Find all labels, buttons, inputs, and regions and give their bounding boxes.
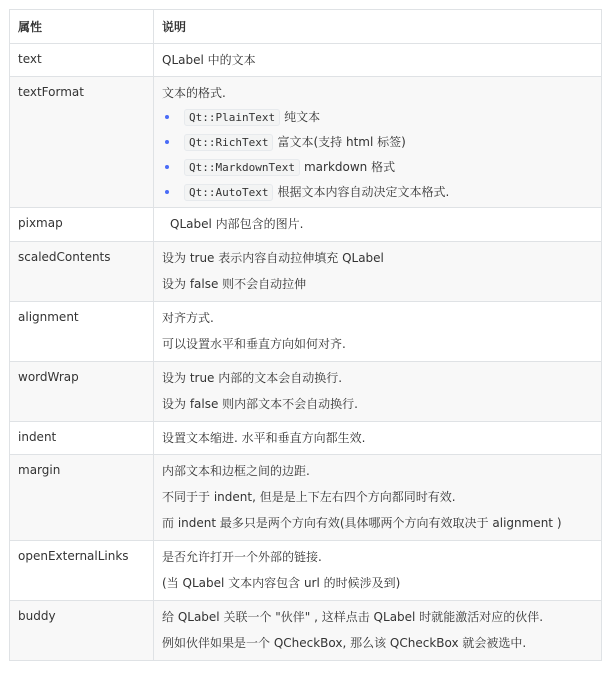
property-name: pixmap bbox=[10, 208, 154, 242]
list-item bbox=[162, 134, 593, 151]
table-row bbox=[10, 208, 602, 242]
option-description: markdown 格式 bbox=[303, 160, 396, 174]
description-line: 可以设置水平和垂直方向如何对齐. bbox=[162, 337, 346, 351]
inline-code: Qt::RichText bbox=[184, 134, 273, 151]
table-row bbox=[10, 362, 602, 422]
inline-code: Qt::PlainText bbox=[184, 109, 280, 126]
property-name: wordWrap bbox=[10, 362, 154, 422]
option-description: 根据文本内容自动决定文本格式. bbox=[277, 185, 450, 199]
property-description bbox=[154, 77, 602, 208]
property-description bbox=[154, 208, 602, 242]
inline-code: Qt::AutoText bbox=[184, 184, 273, 201]
list-item bbox=[162, 184, 593, 201]
description-line: 内部文本和边框之间的边距. bbox=[162, 464, 310, 478]
option-description: 纯文本 bbox=[284, 110, 321, 124]
property-description bbox=[154, 422, 602, 455]
description-line: 设为 false 则内部文本不会自动换行. bbox=[162, 397, 358, 411]
property-name: textFormat bbox=[10, 77, 154, 208]
description-line: 设为 true 内部的文本会自动换行. bbox=[162, 371, 343, 385]
property-description bbox=[154, 455, 602, 541]
description-line: 文本的格式. bbox=[162, 86, 226, 100]
property-description bbox=[154, 44, 602, 77]
description-line: QLabel 中的文本 bbox=[162, 53, 256, 67]
description-line: 给 QLabel 关联一个 "伙伴" , 这样点击 QLabel 时就能激活对应的伙伴. bbox=[162, 610, 544, 624]
table-row bbox=[10, 541, 602, 601]
table-row bbox=[10, 44, 602, 77]
properties-table-container bbox=[9, 9, 601, 661]
description-line: 是否允许打开一个外部的链接. bbox=[162, 550, 322, 564]
property-name: indent bbox=[10, 422, 154, 455]
header-description: 说明 bbox=[154, 10, 602, 44]
property-description bbox=[154, 242, 602, 302]
list-item bbox=[162, 159, 593, 176]
property-name: scaledContents bbox=[10, 242, 154, 302]
description-line: 设为 true 表示内容自动拉伸填充 QLabel bbox=[162, 251, 384, 265]
property-description bbox=[154, 541, 602, 601]
table-header-row bbox=[10, 10, 602, 44]
property-name: buddy bbox=[10, 601, 154, 661]
description-line: 例如伙伴如果是一个 QCheckBox, 那么该 QCheckBox 就会被选中. bbox=[162, 636, 527, 650]
list-item bbox=[162, 109, 593, 126]
table-row bbox=[10, 77, 602, 208]
table-row bbox=[10, 242, 602, 302]
description-line: (当 QLabel 文本内容包含 url 的时候涉及到) bbox=[162, 576, 401, 590]
property-name: alignment bbox=[10, 302, 154, 362]
properties-table bbox=[9, 9, 602, 661]
table-row bbox=[10, 422, 602, 455]
table-row bbox=[10, 302, 602, 362]
property-name: openExternalLinks bbox=[10, 541, 154, 601]
table-row bbox=[10, 455, 602, 541]
option-description: 富文本(支持 html 标签) bbox=[277, 135, 406, 149]
description-line: 不同于于 indent, 但是是上下左右四个方向都同时有效. bbox=[162, 490, 456, 504]
description-line: 而 indent 最多只是两个方向有效(具体哪两个方向有效取决于 alignment ) bbox=[162, 516, 562, 530]
property-name: text bbox=[10, 44, 154, 77]
property-description bbox=[154, 601, 602, 661]
property-name: margin bbox=[10, 455, 154, 541]
inline-code: Qt::MarkdownText bbox=[184, 159, 300, 176]
property-description bbox=[154, 302, 602, 362]
table-row bbox=[10, 601, 602, 661]
description-line: 对齐方式. bbox=[162, 311, 214, 325]
description-line: 设置文本缩进. 水平和垂直方向都生效. bbox=[162, 431, 366, 445]
property-description bbox=[154, 362, 602, 422]
description-line: QLabel 内部包含的图片. bbox=[170, 217, 304, 231]
header-property: 属性 bbox=[10, 10, 154, 44]
description-line: 设为 false 则不会自动拉伸 bbox=[162, 277, 307, 291]
format-options-list bbox=[162, 109, 593, 201]
